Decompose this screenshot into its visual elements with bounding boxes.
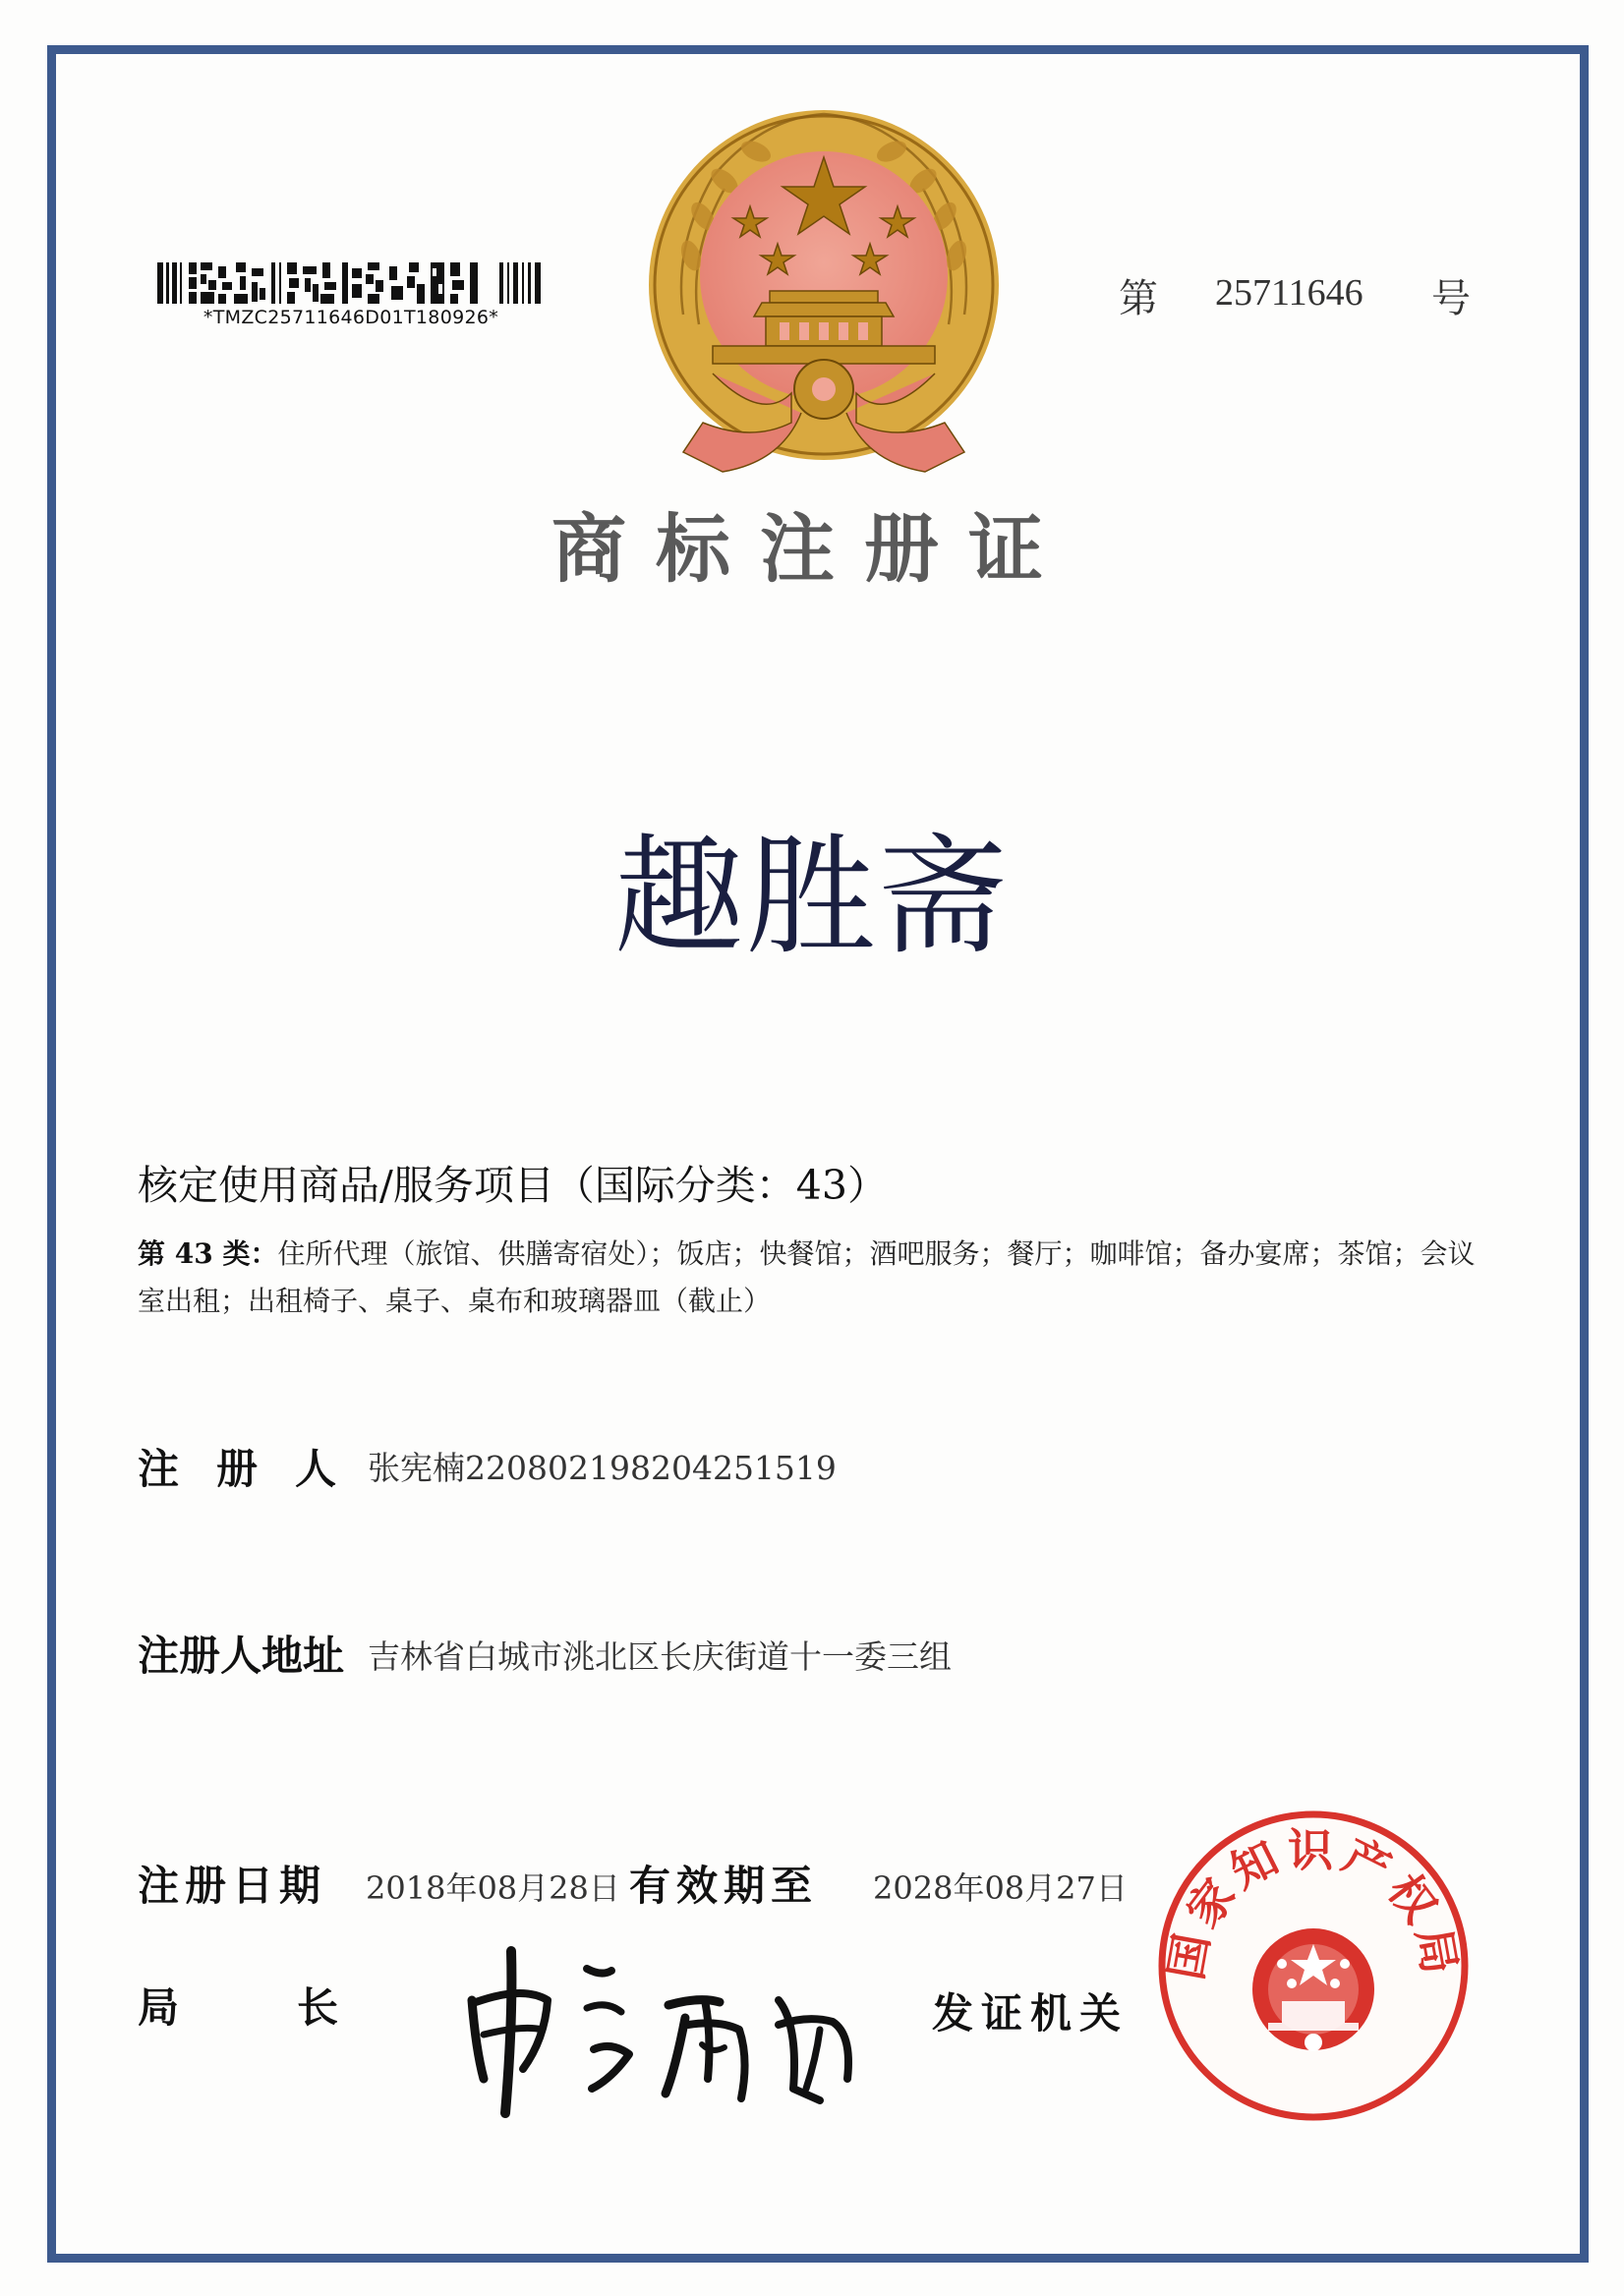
director-label: 局长	[138, 1983, 457, 2032]
valid-until-label: 有效期至	[629, 1862, 819, 1910]
national-emblem-icon	[644, 98, 1004, 488]
official-seal-icon	[1156, 1808, 1471, 2123]
document-title: 商标注册证	[551, 505, 1073, 593]
certificate-number-prefix: 第	[1119, 276, 1158, 321]
scope-body	[138, 1231, 1494, 1325]
scope-items: 住所代理（旅馆、供膳寄宿处）；饭店；快餐馆；酒吧服务；餐厅；咖啡馆；备办宴席；茶馆；会议室出租；出租椅子、桌子、桌布和玻璃器皿（截止）	[138, 1237, 1476, 1317]
barcode-caption: *TMZC25711646D01T180926*	[203, 307, 499, 328]
scope-heading: 核定使用商品/服务项目（国际分类：43）	[138, 1162, 888, 1209]
issuer-label: 发证机关	[932, 1989, 1130, 2038]
valid-until-value: 2028年08月27日	[873, 1869, 1128, 1907]
director-signature	[454, 1931, 867, 2118]
scope-class-label: 第 43 类：	[138, 1237, 278, 1270]
registrant-label: 注册人	[138, 1445, 375, 1493]
barcode	[157, 262, 545, 304]
registrant-address-value: 吉林省白城市洮北区长庆街道十一委三组	[368, 1637, 952, 1676]
certificate-number-suffix: 号	[1431, 276, 1471, 321]
certificate-number: 25711646	[1215, 272, 1363, 314]
trademark-name: 趣胜斋	[614, 822, 1010, 973]
registration-date-value: 2018年08月28日	[366, 1869, 620, 1907]
svg-text:国家知识产权局: 国家知识产权局	[1158, 1823, 1469, 1984]
registrant-value: 张宪楠220802198204251519	[368, 1449, 837, 1487]
registrant-address-label: 注册人地址	[138, 1632, 345, 1680]
registration-date-label: 注册日期	[138, 1862, 327, 1910]
